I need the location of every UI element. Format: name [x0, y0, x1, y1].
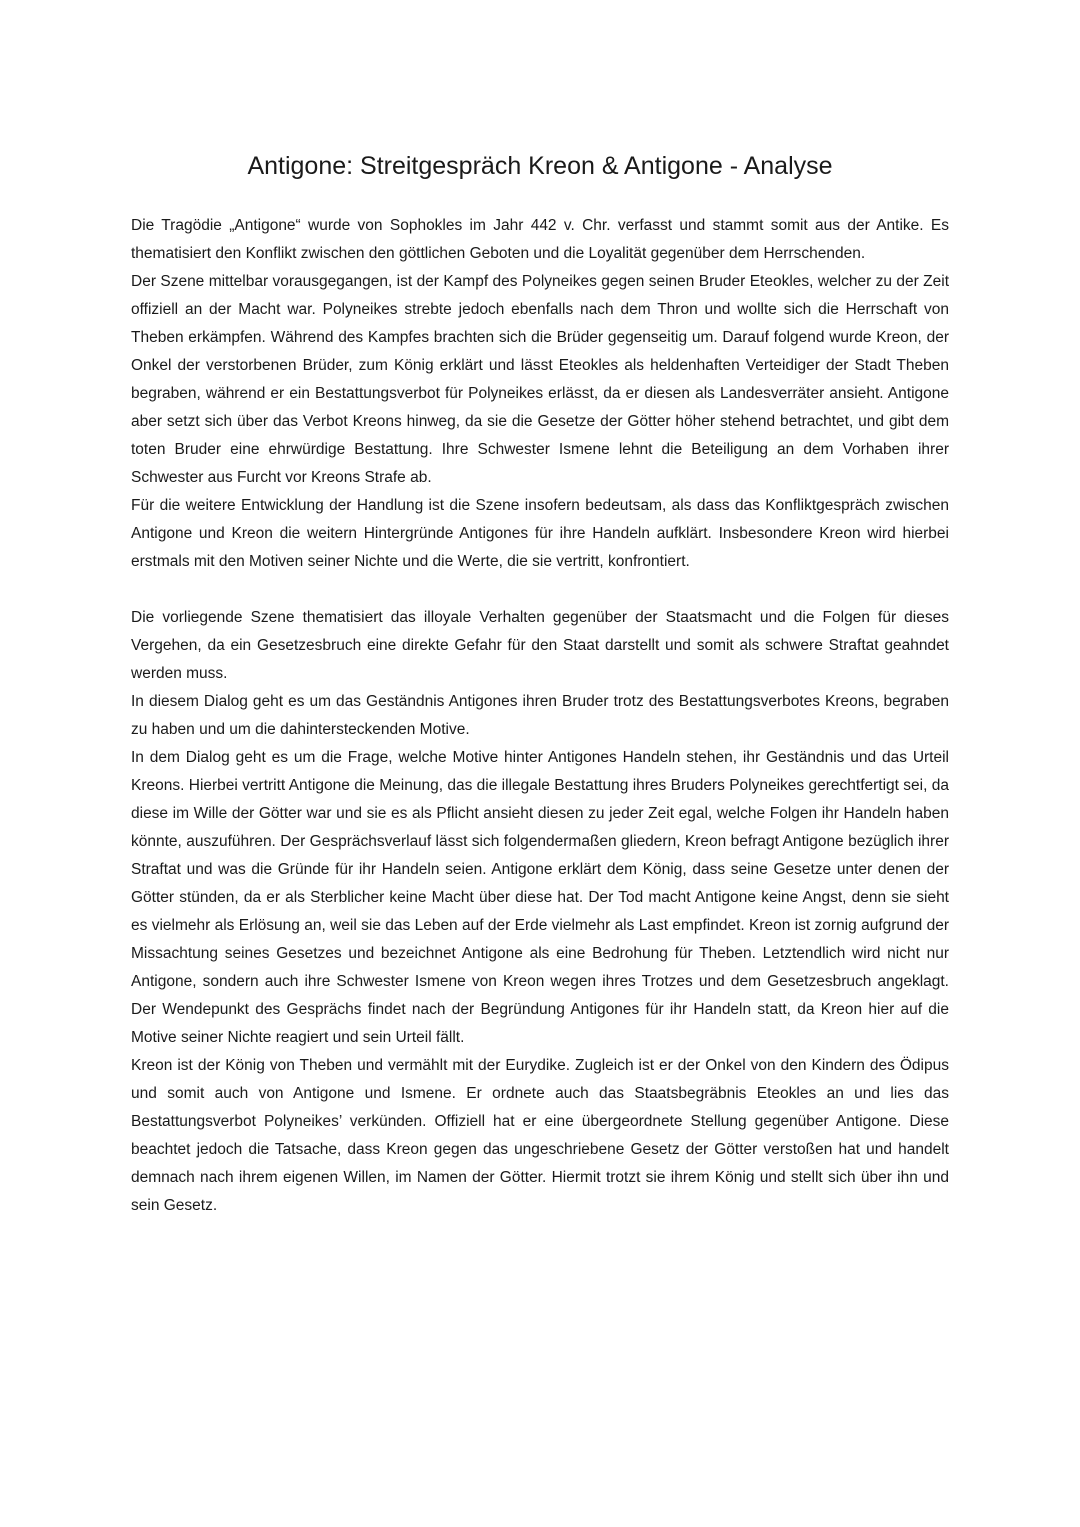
paragraph-significance: Für die weitere Entwicklung der Handlung ist die Szene insofern bedeutsam, als dass das Konfliktgespräch zwischen Antigone und Kreon die weitern Hintergründe Antigones für ihre Handeln aufklärt. Insbesondere Kreon wird hierbei erstmals mit den Motiven seiner Nichte und die Werte, die sie vertritt, konfrontiert. — [131, 497, 949, 570]
paragraph-background: Der Szene mittelbar vorausgegangen, ist der Kampf des Polyneikes gegen seinen Bruder Eteokles, welcher zu der Zeit offiziell an der Macht war. Polyneikes strebte jedoch ebenfalls nach dem Thron und wollte sich die Herrschaft von Theben erkämpfen. Während des Kampfes brachten sich die Brüder gegenseitig um. Darauf folgend wurde Kreon, der Onkel der verstorbenen Brüder, zum König erklärt und lässt Eteokles als heldenhaften Verteidiger der Stadt Theben begraben, während er ein Bestattungsverbot für Polyneikes erlässt, da er diesen als Landesverräter ansieht. Antigone aber setzt sich über das Verbot Kreons hinweg, da sie die Gesetze der Götter höher stehend betrachtet, und gibt dem toten Bruder eine ehrwürdige Bestattung. Ihre Schwester Ismene lehnt die Beteiligung an dem Vorhaben ihrer Schwester aus Furcht vor Kreons Strafe ab. — [131, 273, 949, 486]
document-body — [131, 212, 949, 1220]
paragraph-theme: Die vorliegende Szene thematisiert das illoyale Verhalten gegenüber der Staatsmacht und die Folgen für dieses Vergehen, da ein Gesetzesbruch eine direkte Gefahr für den Staat darstellt und somit als schwere Straftat geahndet werden muss. — [131, 609, 949, 682]
paragraph-gap — [131, 576, 949, 604]
paragraph-dialog-analysis: In dem Dialog geht es um die Frage, welche Motive hinter Antigones Handeln stehen, ihr Geständnis und das Urteil Kreons. Hierbei vertritt Antigone die Meinung, das die illegale Bestattung ihres Bruders Polyneikes gerechtfertigt sei, da diese im Wille der Götter war und sie es als Pflicht ansieht diesen zu jeder Zeit egal, welche Folgen ihr Handeln haben könnte, auszuführen. Der Gesprächsverlauf lässt sich folgendermaßen gliedern, Kreon befragt Antigone bezüglich ihrer Straftat und was die Gründe für ihr Handeln seien. Antigone erklärt dem König, dass seine Gesetze unter denen der Götter stünden, da er als Sterblicher keine Macht über diese hat. Der Tod macht Antigone keine Angst, denn sie sieht es vielmehr als Erlösung an, weil sie das Leben auf der Erde vielmehr als Last empfindet. Kreon ist zornig aufgrund der Missachtung seines Gesetzes und bezeichnet Antigone als eine Bedrohung für Theben. Letztendlich wird nicht nur Antigone, sondern auch ihre Schwester Ismene von Kreon wegen ihres Trotzes und dem Gesetzesbruch angeklagt. Der Wendepunkt des Gesprächs findet nach der Begründung Antigones für ihr Handeln statt, da Kreon hier auf die Motive seiner Nichte reagiert und sein Urteil fällt. — [131, 749, 949, 1046]
paragraph-kreon: Kreon ist der König von Theben und vermählt mit der Eurydike. Zugleich ist er der Onkel von den Kindern des Ödipus und somit auch von Antigone und Ismene. Er ordnete auch das Staatsbegräbnis Eteokles an und lies das Bestattungsverbot Polyneikes’ verkünden. Offiziell hat er eine übergeordnete Stellung gegenüber Antigone. Diese beachtet jedoch die Tatsache, dass Kreon gegen das ungeschriebene Gesetz der Götter verstoßen hat und handelt demnach nach ihrem eigenen Willen, im Namen der Götter. Hiermit trotzt sie ihrem König und stellt sich über ihn und sein Gesetz. — [131, 1057, 949, 1214]
document-title: Antigone: Streitgespräch Kreon & Antigone - Analyse — [247, 152, 833, 180]
paragraph-intro: Die Tragödie „Antigone“ wurde von Sophokles im Jahr 442 v. Chr. verfasst und stammt somit aus der Antike. Es thematisiert den Konflikt zwischen den göttlichen Geboten und die Loyalität gegenüber dem Herrschenden. — [131, 217, 949, 262]
paragraph-dialog-summary: In diesem Dialog geht es um das Geständnis Antigones ihren Bruder trotz des Bestattungsverbotes Kreons, begraben zu haben und um die dahintersteckenden Motive. — [131, 693, 949, 738]
